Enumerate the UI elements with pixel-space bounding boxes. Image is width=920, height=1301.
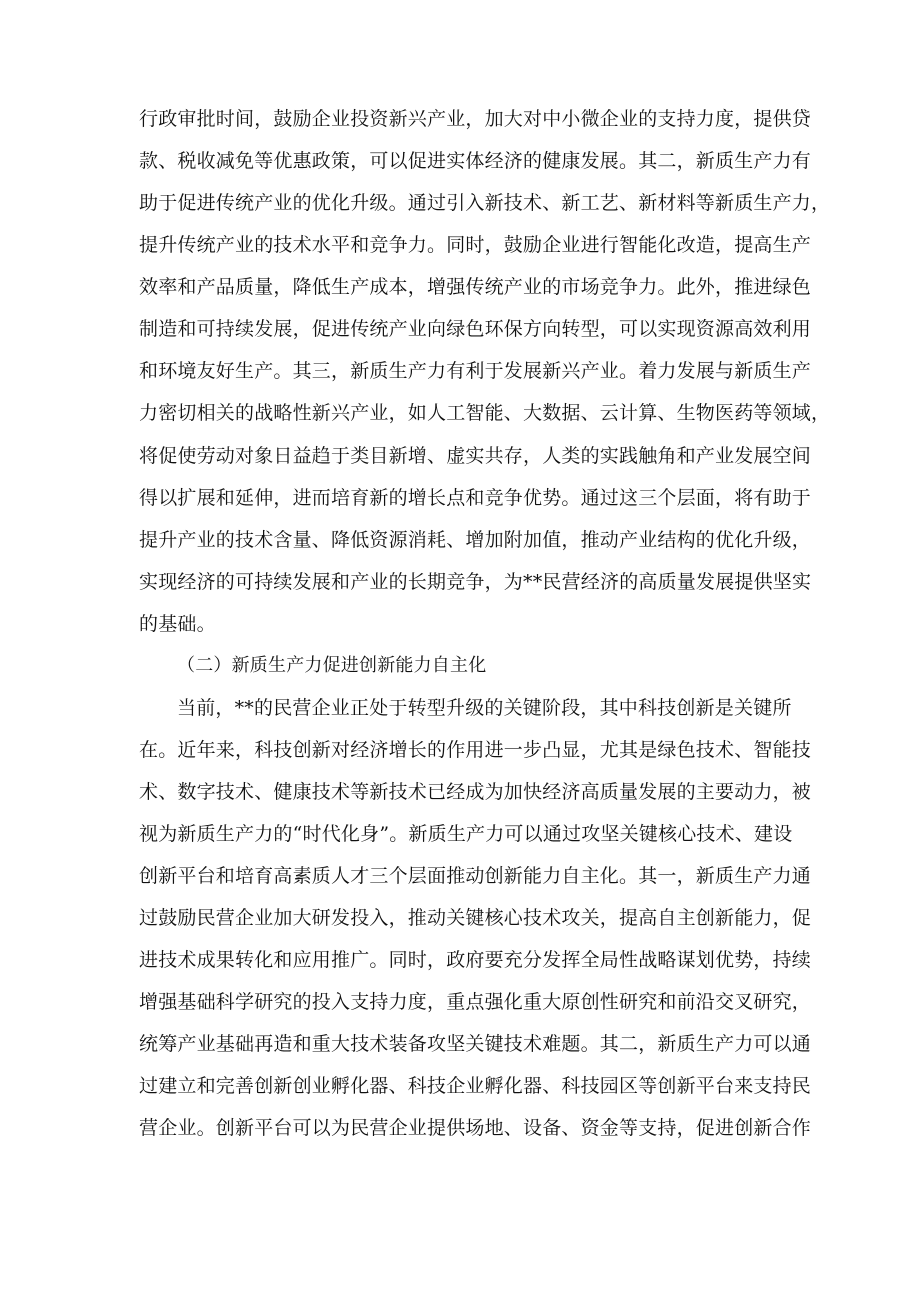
body-text-line: 的基础。 [139,613,216,635]
body-text-line: 行政审批时间，鼓励企业投资新兴产业，加大对中小微企业的支持力度，提供贷 [139,108,812,130]
body-text-line: 制造和可持续发展，促进传统产业向绿色环保方向转型，可以实现资源高效利用 [139,318,812,340]
body-text-line: 助于促进传统产业的优化升级。通过引入新技术、新工艺、新材料等新质生产力， [139,192,831,214]
body-text-line: 提升传统产业的技术水平和竞争力。同时，鼓励企业进行智能化改造，提高生产 [139,234,812,256]
body-text-line: 统筹产业基础再造和重大技术装备攻坚关键技术难题。其二，新质生产力可以通 [139,1033,812,1055]
body-text-line: 力密切相关的战略性新兴产业，如人工智能、大数据、云计算、生物医药等领域， [139,402,831,424]
body-text-line: 增强基础科学研究的投入支持力度，重点强化重大原创性研究和前沿交叉研究， [139,991,812,1013]
body-text-line: 过鼓励民营企业加大研发投入，推动关键核心技术攻关，提高自主创新能力，促 [139,907,812,929]
body-text-line: 进技术成果转化和应用推广。同时，政府要充分发挥全局性战略谋划优势，持续 [139,949,812,971]
body-text-line: 和环境友好生产。其三，新质生产力有利于发展新兴产业。着力发展与新质生产 [139,360,812,382]
body-text-line: 款、税收减免等优惠政策，可以促进实体经济的健康发展。其二，新质生产力有 [139,150,812,172]
body-text-line: 效率和产品质量，降低生产成本，增强传统产业的市场竞争力。此外，推进绿色 [139,276,812,298]
body-text-line: 提升产业的技术含量、降低资源消耗、增加附加值，推动产业结构的优化升级， [139,529,812,551]
body-text-line: 得以扩展和延伸，进而培育新的增长点和竞争优势。通过这三个层面，将有助于 [139,487,812,509]
body-text-line: 实现经济的可持续发展和产业的长期竞争，为**民营经济的高质量发展提供坚实 [139,571,812,593]
body-text-line: 术、数字技术、健康技术等新技术已经成为加快经济高质量发展的主要动力，被 [139,781,812,803]
body-text-line: 视为新质生产力的“时代化身”。新质生产力可以通过攻坚关键核心技术、建设 [139,823,793,845]
body-text-line: 将促使劳动对象日益趋于类目新增、虚实共存，人类的实践触角和产业发展空间 [139,445,812,467]
body-text-line: 当前，**的民营企业正处于转型升级的关键阶段，其中科技创新是关键所 [177,697,792,719]
body-text-line: 过建立和完善创新创业孵化器、科技企业孵化器、科技园区等创新平台来支持民 [139,1075,812,1097]
section-heading: （二）新质生产力促进创新能力自主化 [177,655,487,676]
body-text-line: 营企业。创新平台可以为民营企业提供场地、设备、资金等支持，促进创新合作 [139,1117,812,1139]
body-text-line: 创新平台和培育高素质人才三个层面推动创新能力自主化。其一，新质生产力通 [139,865,812,887]
body-text-line: 在。近年来，科技创新对经济增长的作用进一步凸显，尤其是绿色技术、智能技 [139,739,812,761]
